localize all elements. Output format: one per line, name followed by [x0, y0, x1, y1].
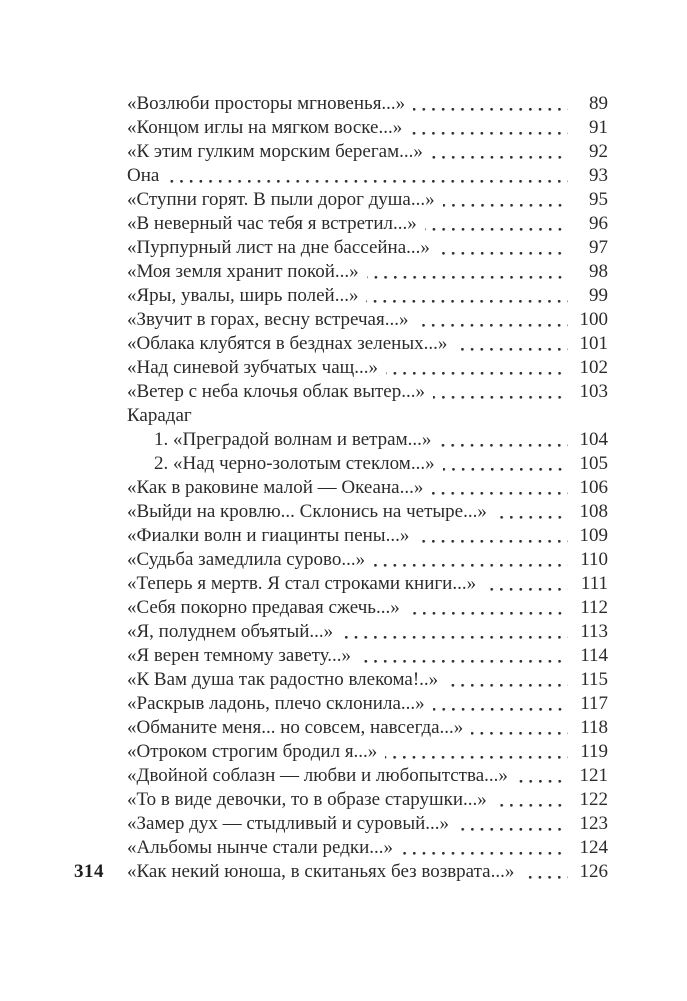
toc-entry-page: 111 — [580, 573, 608, 594]
toc-entry — [127, 116, 608, 140]
dot-leader — [386, 372, 568, 375]
toc-entry — [127, 836, 608, 860]
toc-entry-title: 1. «Преградой волнам и ветрам...» — [154, 429, 432, 450]
toc-entry-page: 96 — [589, 213, 608, 234]
dot-leader — [443, 204, 568, 207]
toc-entry-page: 95 — [589, 189, 608, 210]
dot-leader — [341, 636, 568, 639]
dot-leader — [455, 348, 568, 351]
toc-entry — [127, 332, 608, 356]
toc-entry-title: «Фиалки волн и гиацинты пены...» — [127, 525, 410, 546]
toc-entry-page: 99 — [589, 285, 608, 306]
toc-entry-title: «Как некий юноша, в скитаньях без возврата...» — [127, 861, 515, 882]
toc-entry-title: «Ступни горят. В пыли дорог душа...» — [127, 189, 435, 210]
toc-entry — [127, 476, 608, 500]
dot-leader — [410, 132, 568, 135]
dot-leader — [443, 468, 568, 471]
toc-entry-page: 102 — [579, 357, 608, 378]
toc-entry-page: 101 — [579, 333, 608, 354]
toc-entry-title: «Возлюби просторы мгновенья...» — [127, 93, 406, 114]
dot-leader — [416, 324, 568, 327]
toc-entry-title: «Я, полуднем объятый...» — [127, 621, 334, 642]
toc-entry-page: 123 — [579, 813, 608, 834]
toc-entry-title: «К этим гулким морским берегам...» — [127, 141, 423, 162]
toc-entry-page: 108 — [579, 501, 608, 522]
toc-entry-page: 114 — [580, 645, 608, 666]
toc-entry — [127, 260, 608, 284]
toc-entry-title: «Двойной соблазн — любви и любопытства...» — [127, 765, 508, 786]
toc-entry-page: 104 — [579, 429, 608, 450]
toc-entry — [127, 620, 608, 644]
toc-entry-page: 97 — [589, 237, 608, 258]
dot-leader — [425, 228, 568, 231]
dot-leader — [471, 732, 568, 735]
dot-leader — [431, 492, 568, 495]
toc-entry-title: «Обманите меня... но совсем, навсегда...» — [127, 717, 464, 738]
toc-entry — [127, 692, 608, 716]
toc-entry — [127, 572, 608, 596]
dot-leader — [439, 444, 568, 447]
dot-leader — [413, 108, 568, 111]
toc-entry — [127, 356, 608, 380]
dot-leader — [401, 852, 568, 855]
toc-entry-page: 117 — [580, 693, 608, 714]
toc-entry — [127, 452, 608, 476]
toc-entry-page: 113 — [580, 621, 608, 642]
toc-entry — [127, 668, 608, 692]
toc-entry — [127, 284, 608, 308]
toc-entry — [127, 860, 608, 884]
toc-entry — [127, 380, 608, 404]
toc-entry-title: Карадаг — [127, 405, 192, 426]
toc-entry-title: «К Вам душа так радостно влекома!..» — [127, 669, 439, 690]
toc-entry-title: «Как в раковине малой — Океана...» — [127, 477, 424, 498]
toc-entry-title: 2. «Над черно-золотым стеклом...» — [154, 453, 435, 474]
dot-leader — [495, 804, 568, 807]
toc-entry-page: 121 — [579, 765, 608, 786]
toc-entry-page: 91 — [589, 117, 608, 138]
toc-entry-title: «Альбомы нынче стали редки...» — [127, 837, 394, 858]
dot-leader — [417, 540, 568, 543]
page-number-folio: 314 — [74, 861, 104, 882]
toc-entry — [127, 524, 608, 548]
table-of-contents — [127, 92, 608, 884]
toc-entry-title: «Выйди на кровлю... Склонись на четыре...» — [127, 501, 487, 522]
toc-entry — [127, 212, 608, 236]
toc-entry-page: 110 — [580, 549, 608, 570]
toc-entry-title: «Теперь я мертв. Я стал строками книги...» — [127, 573, 477, 594]
toc-entry-page: 100 — [579, 309, 608, 330]
toc-entry-title: «Облака клубятся в безднах зеленых...» — [127, 333, 448, 354]
toc-entry — [127, 428, 608, 452]
toc-entry — [127, 308, 608, 332]
toc-section-heading — [127, 404, 608, 428]
toc-entry-title: «Себя покорно предавая сжечь...» — [127, 597, 400, 618]
toc-entry — [127, 740, 608, 764]
toc-entry — [127, 596, 608, 620]
toc-entry-title: «Замер дух — стыдливый и суровый...» — [127, 813, 450, 834]
toc-entry-page: 106 — [579, 477, 608, 498]
toc-entry-title: «Пурпурный лист на дне бассейна...» — [127, 237, 430, 258]
toc-entry-title: «Судьба замедлила сурово...» — [127, 549, 366, 570]
toc-entry — [127, 716, 608, 740]
dot-leader — [373, 564, 568, 567]
dot-leader — [446, 684, 568, 687]
toc-entry-title: «Я верен темному завету...» — [127, 645, 352, 666]
toc-entry-title: «Концом иглы на мягком воске...» — [127, 117, 403, 138]
toc-entry-page: 119 — [580, 741, 608, 762]
toc-entry-title: «Моя земля хранит покой...» — [127, 261, 359, 282]
toc-entry — [127, 764, 608, 788]
dot-leader — [484, 588, 568, 591]
toc-entry-title: «Раскрыв ладонь, плечо склонила...» — [127, 693, 425, 714]
toc-entry-page: 126 — [579, 861, 608, 882]
toc-entry-page: 103 — [579, 381, 608, 402]
dot-leader — [457, 828, 568, 831]
dot-leader — [366, 300, 568, 303]
toc-entry — [127, 500, 608, 524]
toc-entry-page: 122 — [579, 789, 608, 810]
toc-entry-title: «Отроком строгим бродил я...» — [127, 741, 378, 762]
toc-entry-page: 105 — [579, 453, 608, 474]
dot-leader — [516, 780, 568, 783]
toc-entry — [127, 164, 608, 188]
toc-entry — [127, 92, 608, 116]
toc-entry-title: «Над синевой зубчатых чащ...» — [127, 357, 379, 378]
toc-entry-title: «Звучит в горах, весну встречая...» — [127, 309, 409, 330]
dot-leader — [167, 180, 568, 183]
toc-entry-page: 124 — [579, 837, 608, 858]
toc-entry — [127, 812, 608, 836]
dot-leader — [431, 156, 568, 159]
dot-leader — [522, 876, 568, 879]
toc-entry — [127, 236, 608, 260]
toc-entry-page: 98 — [589, 261, 608, 282]
dot-leader — [385, 756, 568, 759]
toc-entry — [127, 548, 608, 572]
dot-leader — [367, 276, 568, 279]
toc-entry-title: «В неверный час тебя я встретил...» — [127, 213, 417, 234]
toc-entry-page: 115 — [580, 669, 608, 690]
dot-leader — [408, 612, 568, 615]
toc-entry-title: «То в виде девочки, то в образе старушки...» — [127, 789, 487, 810]
toc-entry-page: 89 — [589, 93, 608, 114]
toc-entry — [127, 140, 608, 164]
dot-leader — [359, 660, 568, 663]
toc-entry-page: 112 — [580, 597, 608, 618]
toc-entry — [127, 188, 608, 212]
dot-leader — [438, 252, 568, 255]
dot-leader — [433, 708, 568, 711]
toc-entry-page: 92 — [589, 141, 608, 162]
dot-leader — [433, 396, 568, 399]
dot-leader — [495, 516, 568, 519]
toc-entry — [127, 644, 608, 668]
toc-entry-page: 93 — [589, 165, 608, 186]
toc-entry-page: 109 — [579, 525, 608, 546]
toc-entry-page: 118 — [580, 717, 608, 738]
toc-entry-title: Она — [127, 165, 160, 186]
toc-entry-title: «Яры, увалы, ширь полей...» — [127, 285, 359, 306]
toc-entry — [127, 788, 608, 812]
toc-entry-title: «Ветер с неба клочья облак вытер...» — [127, 381, 425, 402]
